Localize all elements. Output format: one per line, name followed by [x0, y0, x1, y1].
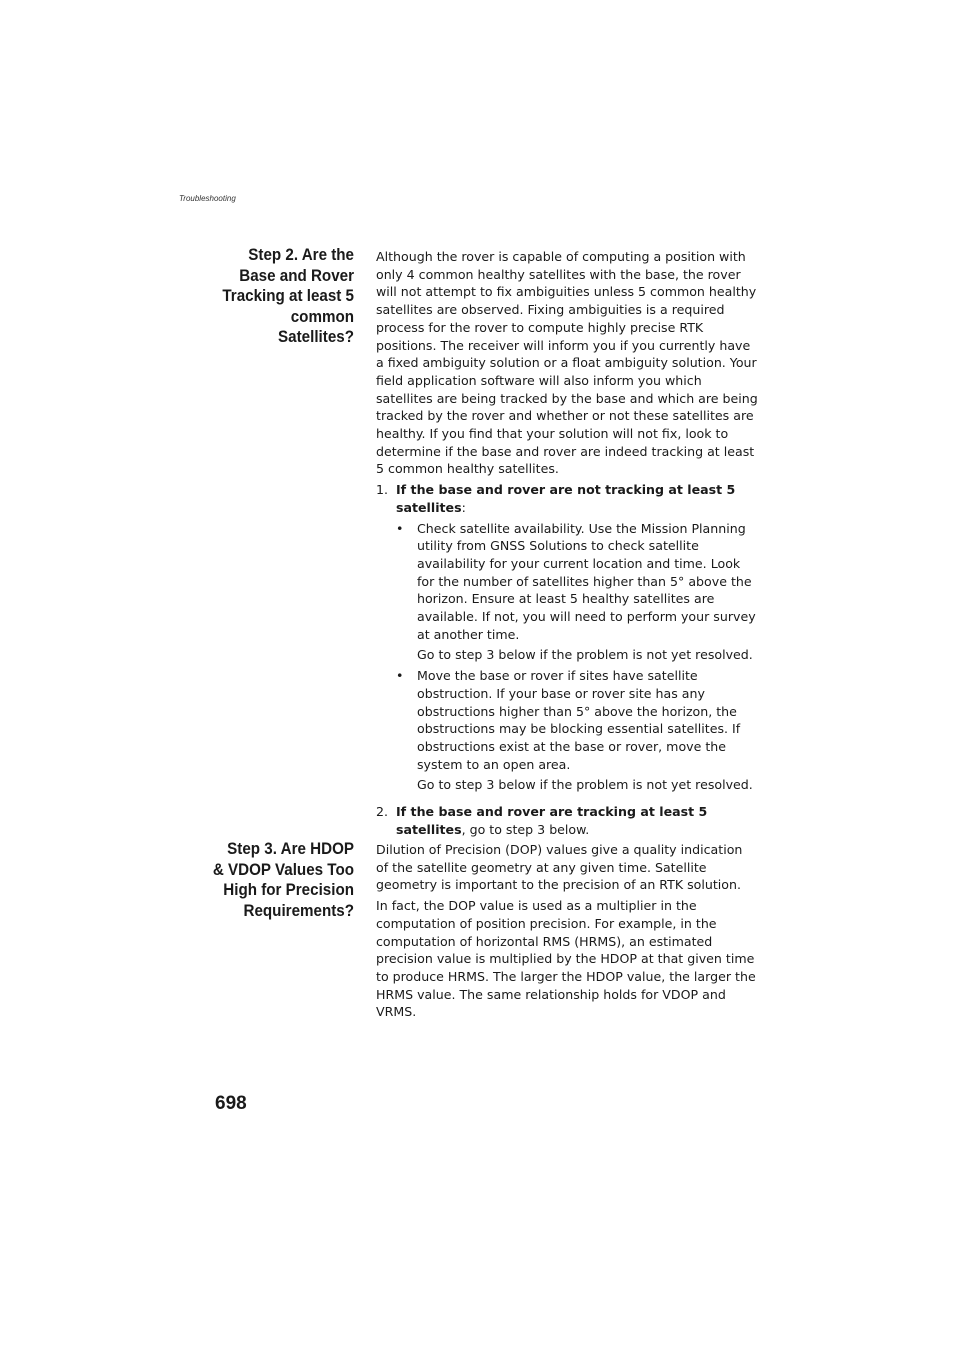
- bullet-text: Move the base or rover if sites have satellite obstruction. If your base or rover site has any obstructions higher than 5° above the horizon, the obstructions may be blocking essential satellites. If obstructions exist at the base or rover, move the system to an open area.: [417, 668, 741, 772]
- step2-heading-line: Step 2. Are the: [248, 246, 354, 264]
- step2-heading-line: common: [290, 307, 354, 326]
- step3-heading-line: & VDOP Values Too: [212, 860, 354, 879]
- page-number: 698: [215, 1093, 247, 1114]
- step2-bullet-list: [376, 520, 758, 795]
- step3-paragraph-2: In fact, the DOP value is used as a multiplier in the computation of position precision. For example, in the computation of horizontal RMS (HRMS), an estimated precision value is multiplied by the HDOP at that given time to produce HRMS. The larger the HDOP value, the larger the HRMS value. The same relationship holds for VDOP and VRMS.: [376, 898, 756, 1020]
- item-number: 2.: [376, 804, 389, 820]
- item-number: 1.: [376, 482, 389, 498]
- bullet-followup: Go to step 3 below if the problem is not yet resolved.: [417, 647, 753, 663]
- bullet-symbol: •: [396, 520, 404, 536]
- bullet-item: [376, 667, 758, 773]
- step3-heading-line: Step 3. Are HDOP: [227, 840, 354, 858]
- item-tail-text: , go to step 3 below.: [461, 821, 590, 837]
- item-bold-text: If the base and rover are not tracking at least 5 satellites: [396, 482, 736, 515]
- step2-heading-line: Satellites?: [278, 328, 354, 347]
- step3-heading: [212, 839, 354, 921]
- step2-heading-line: Tracking at least 5: [222, 287, 354, 306]
- step2-intro-paragraph: Although the rover is capable of computing a position with only 4 common healthy satellites with the base, the rover will not attempt to fix ambiguities unless 5 common healthy satellites are observed. Fixing ambiguities is a required process for the rover to compute highly precise RTK positions. The receiver will inform you if you currently have a fixed ambiguity solution or a float ambiguity solution. Your field application software will also inform you which satellites are being tracked by the base and which are being tracked by the rover and whether or not these satellites are healthy. If you find that your solution will not fix, look to determine if the base and rover are indeed tracking at least 5 common healthy satellites.: [376, 249, 758, 477]
- step3-heading-line: Requirements?: [243, 901, 354, 920]
- item-bold-text: If the base and rover are tracking at least 5 satellites: [396, 804, 708, 837]
- step3-paragraph-1: Dilution of Precision (DOP) values give a quality indication of the satellite geometry at any given time. Satellite geometry is important to the precision of an RTK solution.: [376, 842, 743, 893]
- step2-item-2: [376, 803, 758, 838]
- item-tail-text: :: [461, 499, 466, 515]
- step3-body: [376, 841, 758, 1024]
- running-header: Troubleshooting: [179, 194, 236, 203]
- step3-heading-line: High for Precision: [223, 881, 354, 900]
- bullet-followup: Go to step 3 below if the problem is not yet resolved.: [417, 777, 753, 793]
- bullet-symbol: •: [396, 668, 404, 684]
- step2-body: [376, 248, 758, 839]
- bullet-text: Check satellite availability. Use the Mission Planning utility from GNSS Solutions to check satellite availability for your current location and time. Look for the number of satellites higher than 5° above the horizon. Ensure at least 5 healthy satellites are available. If not, you will need to perform your survey at another time.: [417, 520, 756, 642]
- step2-heading: [212, 245, 354, 348]
- step2-item-1: [376, 481, 758, 516]
- bullet-item: [376, 520, 758, 644]
- step2-heading-line: Base and Rover: [239, 266, 354, 285]
